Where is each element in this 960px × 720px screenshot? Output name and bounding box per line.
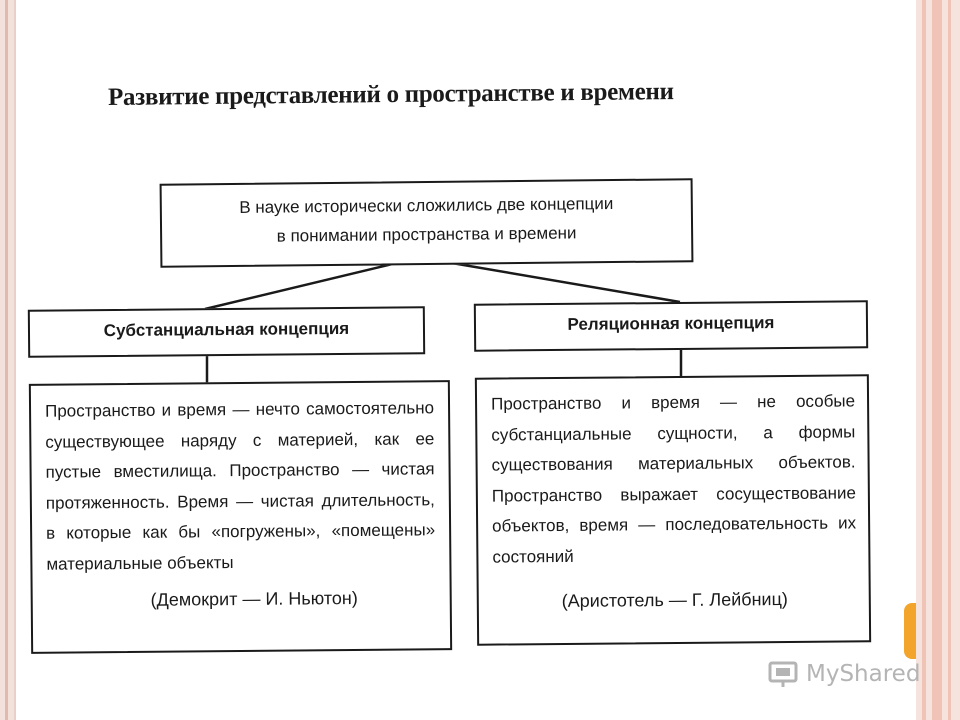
myshared-logo-icon (768, 659, 800, 689)
substantial-description-box (29, 380, 452, 654)
substantial-header-label: Субстанциальная концепция (103, 318, 350, 341)
root-line-1: В науке исторически сложились две концепции (239, 194, 614, 217)
relational-description-box (475, 374, 871, 645)
diagram-title: Развитие представлений о пространстве и времени (107, 78, 674, 111)
myshared-watermark (768, 657, 920, 691)
connector-root-to-substantial (205, 261, 405, 309)
root-line-2: в понимании пространства и времени (276, 223, 577, 246)
relational-header-box (474, 300, 868, 351)
relational-attribution: (Аристотель — Г. Лейбниц) (561, 589, 788, 611)
substantial-description: Пространство и время — нечто самостоятельно существующее наряду с материей, как ее пустые вместилища. Пространство — чистая протяженность. Время — чистая длительность, в которые как бы «погружены», «помещены» материальные объекты (44, 398, 436, 574)
relational-header-label: Реляционная концепция (567, 313, 775, 334)
substantial-attribution: (Демокрит — И. Ньютон) (150, 587, 358, 610)
root-concept-box (160, 178, 694, 268)
connector-root-to-relational (440, 261, 680, 302)
relational-description: Пространство и время — не особые субстанциальные сущности, а формы существования материальных объектов. Пространство выражает сосуществование объектов, время — последовательность их состояний (490, 391, 857, 567)
substantial-header-box (28, 306, 425, 357)
watermark-text: MyShared (806, 661, 921, 687)
